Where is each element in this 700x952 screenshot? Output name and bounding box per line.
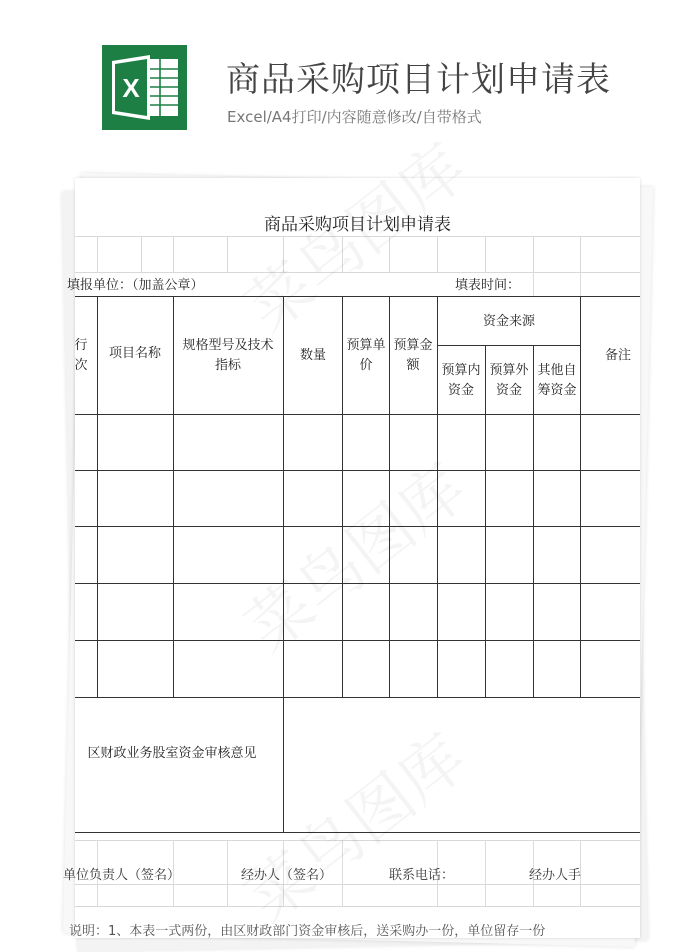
page-header (0, 0, 700, 160)
grid-line (75, 840, 640, 841)
table-border (97, 296, 98, 697)
grid-line (227, 236, 228, 272)
grid-line (75, 236, 640, 237)
table-border (389, 296, 390, 697)
table-border (75, 583, 640, 584)
page-title: 商品采购项目计划申请表 (226, 60, 611, 100)
col-header-remark: 备注 (605, 348, 632, 363)
table-border (75, 296, 640, 297)
excel-icon (102, 45, 187, 130)
review-label: 区财政业务股室资金审核意见 (87, 746, 257, 761)
footer-phone: 联系电话： (389, 868, 455, 883)
table-border (75, 470, 640, 471)
grid-line (533, 236, 534, 272)
table-border (173, 296, 174, 697)
table-border (75, 414, 640, 415)
table-border (283, 296, 284, 832)
grid-line (141, 236, 142, 272)
table-border (580, 296, 581, 697)
col-header-item-name: 项目名称 (108, 346, 161, 361)
col-header-fund-source: 资金来源 (482, 314, 535, 329)
footer-handler: 经办人（签名） (241, 868, 333, 883)
col-header-spec: 规格型号及技术指标 (182, 338, 274, 373)
grid-line (75, 906, 640, 907)
col-header-fund-self: 其他自筹资金 (537, 363, 577, 398)
footer-responsible: 单位负责人（签名） (63, 868, 181, 883)
table-border (75, 832, 640, 833)
grid-line (485, 840, 486, 906)
table-border (75, 697, 640, 698)
grid-line (485, 236, 486, 272)
col-header-quantity: 数量 (299, 348, 326, 363)
sheet-note: 说明：1、本表一式两份，由区财政部门资金审核后，送采购办一份，单位留存一份 (69, 924, 546, 939)
col-header-budget-amount: 预算金额 (393, 338, 433, 373)
table-border (342, 296, 343, 697)
grid-line (389, 236, 390, 272)
fill-unit-label: 填报单位：（加盖公章） (67, 278, 204, 293)
grid-line (227, 840, 228, 906)
grid-line (75, 272, 640, 273)
grid-line (283, 236, 284, 272)
svg-text:X: X (122, 73, 140, 103)
table-border (437, 296, 438, 697)
table-border (75, 526, 640, 527)
grid-line (533, 272, 534, 296)
grid-line (580, 272, 581, 296)
page-subtitle: Excel/A4打印/内容随意修改/自带格式 (227, 108, 482, 126)
watermark (224, 439, 482, 669)
sheet-paper (63, 178, 640, 939)
grid-line (580, 236, 581, 272)
footer-handler2: 经办人手 (529, 868, 582, 883)
grid-line (342, 236, 343, 272)
grid-line (437, 236, 438, 272)
table-border (437, 345, 580, 346)
grid-line (342, 840, 343, 906)
grid-line (173, 236, 174, 272)
col-header-fund-out: 预算外资金 (489, 363, 529, 398)
table-border (75, 640, 640, 641)
grid-line (97, 236, 98, 272)
col-header-row-no: 行次 (74, 338, 88, 373)
grid-line (75, 884, 640, 885)
fill-time-label: 填表时间： (455, 278, 521, 293)
col-header-unit-budget: 预算单价 (346, 338, 386, 373)
col-header-fund-in: 预算内资金 (441, 363, 481, 398)
sheet-title: 商品采购项目计划申请表 (264, 215, 451, 235)
